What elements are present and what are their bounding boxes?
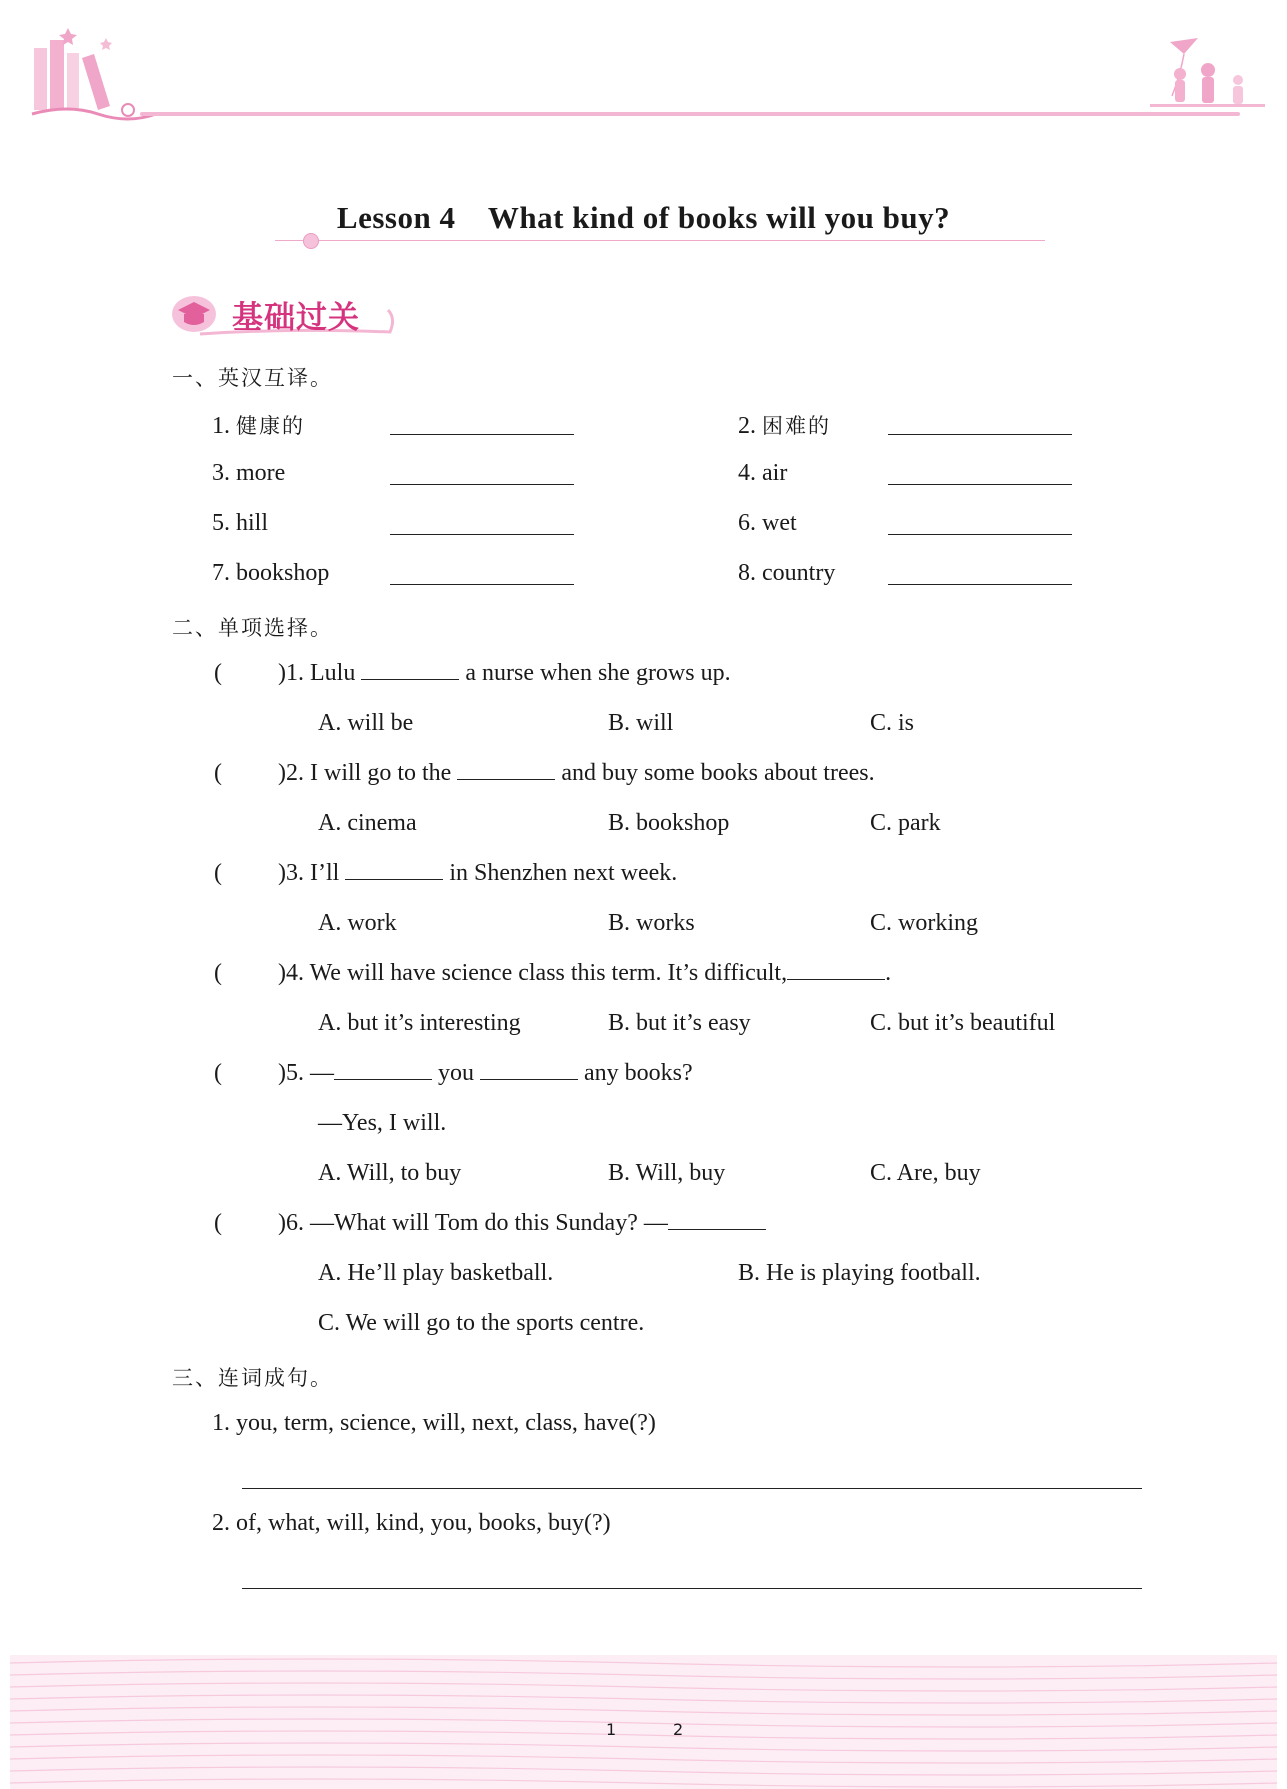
fill-blank[interactable]: [787, 978, 885, 980]
part2-heading: 二、单项选择。: [172, 616, 333, 640]
title-underline: [275, 240, 1045, 241]
option-a[interactable]: A. work: [318, 910, 397, 936]
answer-blank-6[interactable]: [888, 534, 1072, 535]
fill-blank[interactable]: [668, 1228, 766, 1230]
answer-blank-4[interactable]: [888, 484, 1072, 485]
option-b[interactable]: B. Will, buy: [608, 1160, 726, 1186]
option-b[interactable]: B. He is playing football.: [738, 1260, 981, 1286]
dialogue-reply: —Yes, I will.: [318, 1110, 447, 1136]
part1-heading: 一、英汉互译。: [172, 366, 333, 390]
option-a[interactable]: A. cinema: [318, 810, 417, 836]
question-4: )4. We will have science class this term. It’s difficult, .: [278, 960, 892, 986]
header-rule: [140, 112, 1240, 116]
option-c[interactable]: C. We will go to the sports centre.: [318, 1310, 645, 1336]
answer-paren[interactable]: (: [214, 760, 222, 786]
option-a[interactable]: A. He’ll play basketball.: [318, 1260, 554, 1286]
fill-blank[interactable]: [334, 1078, 432, 1080]
part1-item-6: 6. wet: [738, 510, 797, 536]
option-b[interactable]: B. will: [608, 710, 674, 736]
answer-paren[interactable]: (: [214, 1060, 222, 1086]
part1-item-2: 2. 困难的: [738, 413, 831, 439]
option-a[interactable]: A. Will, to buy: [318, 1160, 462, 1186]
option-c[interactable]: C. park: [870, 810, 941, 836]
option-a[interactable]: A. but it’s interesting: [318, 1010, 521, 1036]
answer-blank-2[interactable]: [888, 434, 1072, 435]
option-b[interactable]: B. bookshop: [608, 810, 730, 836]
answer-paren[interactable]: (: [214, 860, 222, 886]
part3-item-2: 2. of, what, will, kind, you, books, buy(?): [212, 1510, 611, 1536]
part3-item-1: 1. you, term, science, will, next, class, have(?): [212, 1410, 656, 1436]
answer-paren[interactable]: (: [214, 1210, 222, 1236]
fill-blank[interactable]: [457, 778, 555, 780]
part3-heading: 三、连词成句。: [172, 1366, 333, 1390]
answer-paren[interactable]: (: [214, 660, 222, 686]
footer-wave-pattern: [10, 1655, 1277, 1789]
question-3: )3. I’ll in Shenzhen next week.: [278, 860, 678, 886]
option-b[interactable]: B. works: [608, 910, 695, 936]
question-6: )6. —What will Tom do this Sunday? —: [278, 1210, 766, 1237]
answer-line-2[interactable]: [242, 1588, 1142, 1589]
option-b[interactable]: B. but it’s easy: [608, 1010, 751, 1036]
question-1: )1. Lulu a nurse when she grows up.: [278, 660, 731, 686]
title-dot: [303, 233, 319, 249]
option-c[interactable]: C. working: [870, 910, 978, 936]
books-decoration-icon: [28, 18, 158, 133]
part1-item-1: 1. 健康的: [212, 413, 305, 439]
answer-line-1[interactable]: [242, 1488, 1142, 1489]
part1-item-8: 8. country: [738, 560, 836, 586]
part1-item-4: 4. air: [738, 460, 788, 486]
part1-item-5: 5. hill: [212, 510, 269, 536]
answer-blank-7[interactable]: [390, 584, 574, 585]
fill-blank[interactable]: [361, 678, 459, 680]
answer-paren[interactable]: (: [214, 960, 222, 986]
option-c[interactable]: C. Are, buy: [870, 1160, 981, 1186]
option-c[interactable]: C. but it’s beautiful: [870, 1010, 1056, 1036]
answer-blank-8[interactable]: [888, 584, 1072, 585]
fill-blank[interactable]: [345, 878, 443, 880]
page-title: Lesson 4 What kind of books will you buy?: [336, 200, 951, 235]
part1-item-7: 7. bookshop: [212, 560, 330, 586]
answer-blank-1[interactable]: [390, 434, 574, 435]
answer-blank-5[interactable]: [390, 534, 574, 535]
fill-blank[interactable]: [480, 1078, 578, 1080]
question-5: )5. — you any books?: [278, 1060, 693, 1086]
section-badge: 基础过关: [232, 300, 360, 336]
page-number-right: 2: [673, 1720, 684, 1739]
question-2: )2. I will go to the and buy some books about trees.: [278, 760, 875, 786]
answer-blank-3[interactable]: [390, 484, 574, 485]
page-number-left: 1: [606, 1720, 617, 1739]
children-kite-decoration-icon: [1150, 36, 1265, 118]
part1-item-3: 3. more: [212, 460, 286, 486]
option-c[interactable]: C. is: [870, 710, 915, 736]
option-a[interactable]: A. will be: [318, 710, 414, 736]
